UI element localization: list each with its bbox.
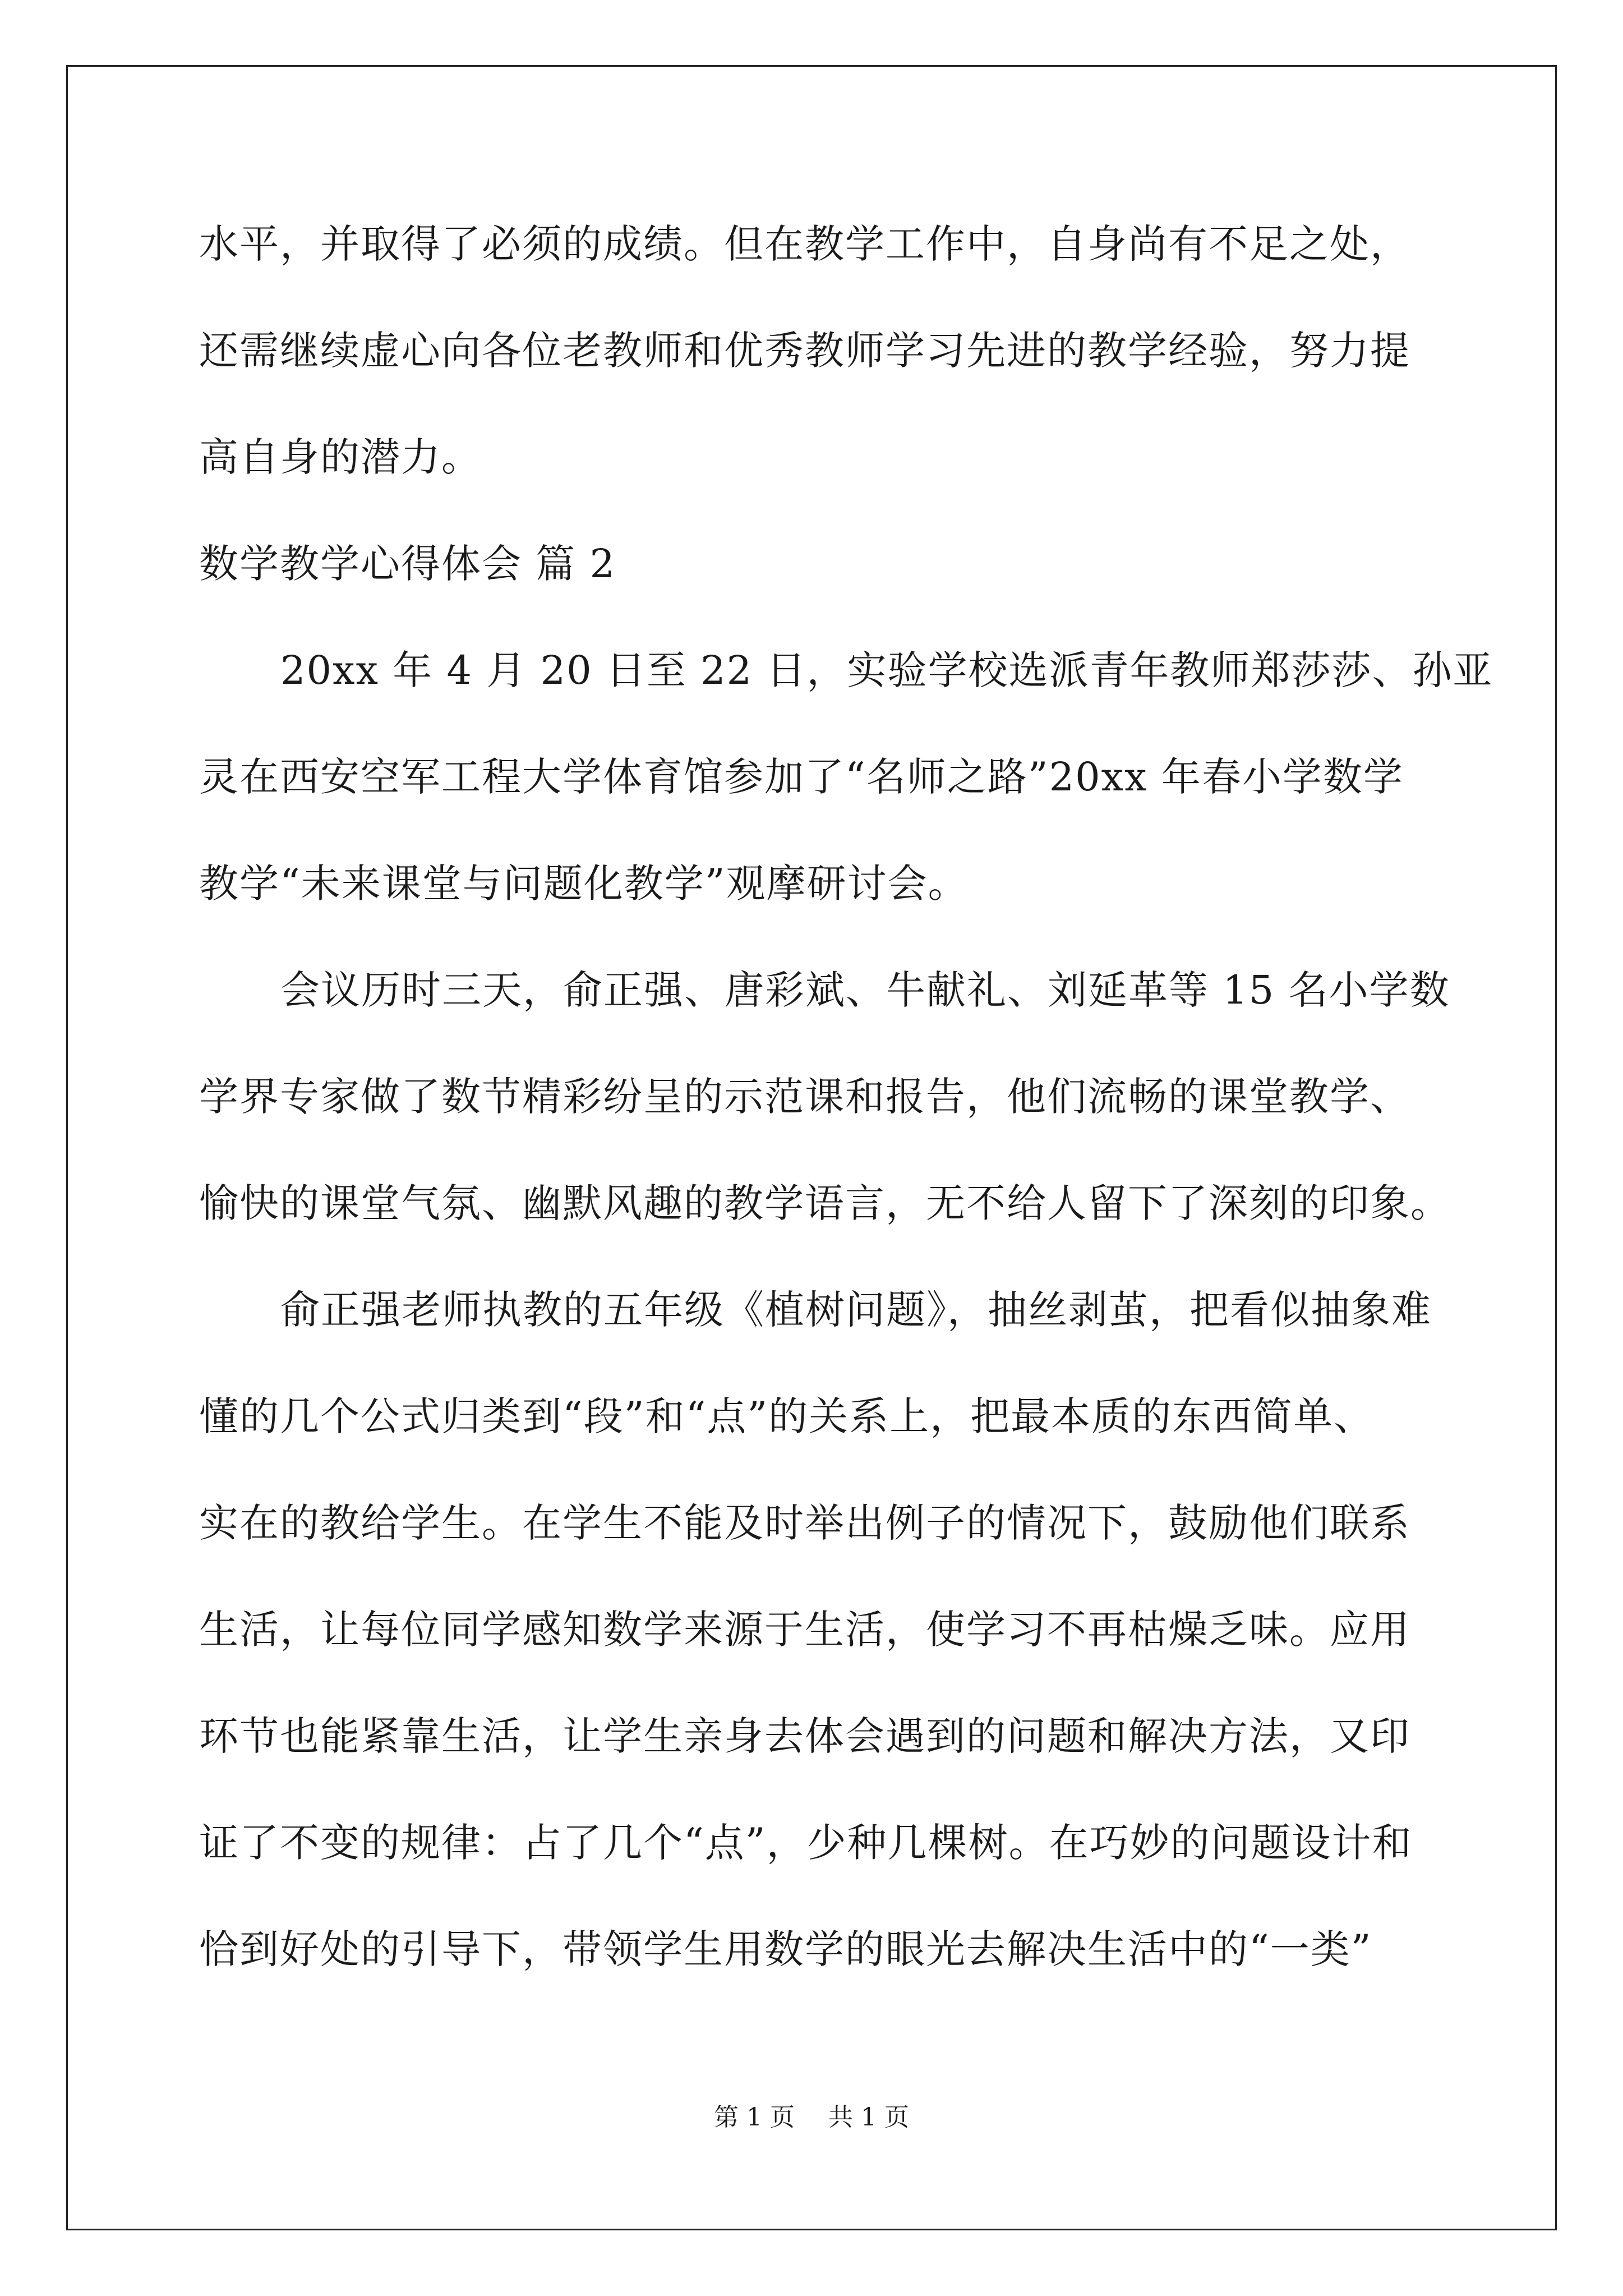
paragraph-line: 高自身的潜力。 [199, 434, 482, 480]
paragraph-line: 生活，让每位同学感知数学来源于生活，使学习不再枯燥乏味。应用 [199, 1607, 1410, 1653]
paragraph-line: 证了不变的规律：占了几个“点”，少种几棵树。在巧妙的问题设计和 [199, 1820, 1413, 1866]
paragraph-line: 环节也能紧靠生活，让学生亲身去体会遇到的问题和解决方法，又印 [199, 1713, 1410, 1759]
paragraph-line: 教学“未来课堂与问题化教学”观摩研讨会。 [199, 861, 969, 907]
paragraph-line: 灵在西安空军工程大学体育馆参加了“名师之路”20xx 年春小学数学 [199, 754, 1404, 800]
page-number: 第 1 页 [714, 2103, 795, 2132]
paragraph-line: 实在的教给学生。在学生不能及时举出例子的情况下，鼓励他们联系 [199, 1500, 1410, 1546]
paragraph-line: 学界专家做了数节精彩纷呈的示范课和报告，他们流畅的课堂教学、 [199, 1074, 1410, 1120]
document-body [199, 191, 1493, 2003]
paragraph-line: 恰到好处的引导下，带领学生用数学的眼光去解决生活中的“一类” [199, 1926, 1372, 1972]
section-heading: 数学教学心得体会 篇 2 [199, 541, 616, 587]
paragraph-line: 还需继续虚心向各位老教师和优秀教师学习先进的教学经验，努力提 [199, 328, 1410, 374]
paragraph-line: 水平，并取得了必须的成绩。但在教学工作中，自身尚有不足之处， [199, 221, 1410, 267]
page-footer [0, 2101, 1623, 2134]
paragraph-line: 懂的几个公式归类到“段”和“点”的关系上，把最本质的东西简单、 [199, 1393, 1375, 1439]
page-total: 共 1 页 [828, 2103, 909, 2132]
paragraph-line: 20xx 年 4 月 20 日至 22 日，实验学校选派青年教师郑莎莎、孙亚 [280, 647, 1493, 693]
paragraph-line: 会议历时三天，俞正强、唐彩斌、牛献礼、刘延革等 15 名小学数 [280, 967, 1450, 1013]
paragraph-line: 愉快的课堂气氛、幽默风趣的教学语言，无不给人留下了深刻的印象。 [199, 1180, 1451, 1226]
paragraph-line: 俞正强老师执教的五年级《植树问题》，抽丝剥茧，把看似抽象难 [280, 1287, 1432, 1333]
